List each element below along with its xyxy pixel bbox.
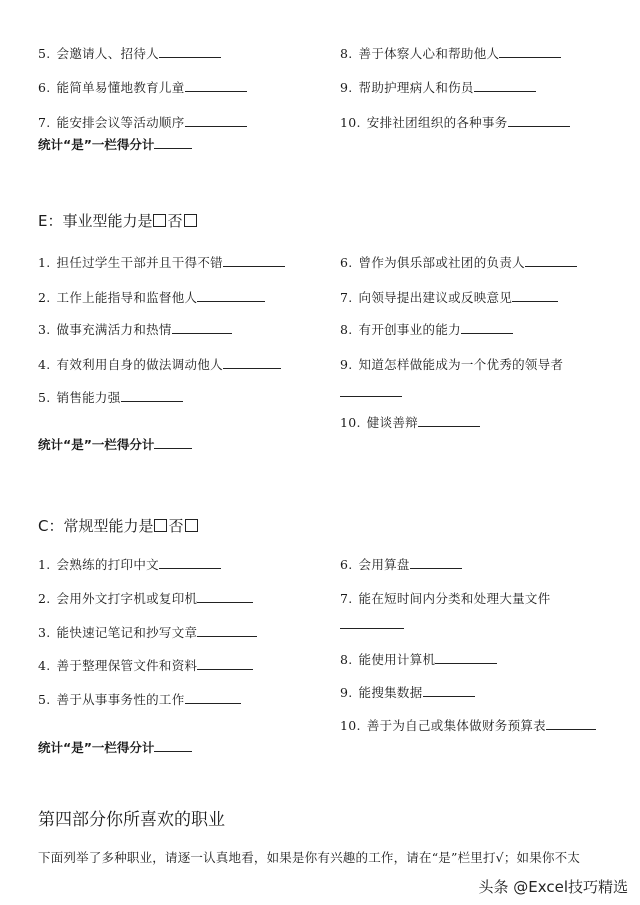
question-e8: 8. 有开创事业的能力 xyxy=(340,320,513,338)
tally-blank[interactable] xyxy=(154,436,192,449)
answer-blank[interactable] xyxy=(435,651,497,664)
question-e3: 3. 做事充满活力和热情 xyxy=(38,320,232,338)
question-e1: 1. 担任过学生干部并且干得不错 xyxy=(38,253,285,271)
question-c5: 5. 善于从事事务性的工作 xyxy=(38,690,241,708)
part-four-intro: 下面列举了多种职业，请逐一认真地看，如果是你有兴趣的工作，请在“是”栏里打√；如果你不太 xyxy=(38,850,581,865)
answer-blank[interactable] xyxy=(474,79,536,92)
yes-checkbox[interactable] xyxy=(154,519,167,532)
part-four-title: 第四部分你所喜欢的职业 xyxy=(38,810,225,830)
answer-blank[interactable] xyxy=(508,114,570,127)
question-c7: 7. 能在短时间内分类和处理大量文件 xyxy=(340,591,551,606)
answer-blank[interactable] xyxy=(197,590,253,603)
tally-line-s: 统计“是”一栏得分计 xyxy=(38,135,192,153)
answer-blank[interactable] xyxy=(546,717,596,730)
question-e9-blank[interactable] xyxy=(340,384,402,397)
answer-blank[interactable] xyxy=(121,389,183,402)
question-s5: 5. 会邀请人、招待人 xyxy=(38,44,221,62)
question-c6: 6. 会用算盘 xyxy=(340,555,462,573)
answer-blank[interactable] xyxy=(159,45,221,58)
question-c3: 3. 能快速记笔记和抄写文章 xyxy=(38,623,257,641)
tally-line-e: 统计“是”一栏得分计 xyxy=(38,435,192,453)
question-s9: 9. 帮助护理病人和伤员 xyxy=(340,78,536,96)
question-c8: 8. 能使用计算机 xyxy=(340,650,497,668)
question-e5: 5. 销售能力强 xyxy=(38,388,183,406)
answer-blank[interactable] xyxy=(423,684,475,697)
question-e2: 2. 工作上能指导和监督他人 xyxy=(38,288,265,306)
answer-blank[interactable] xyxy=(185,114,247,127)
question-c7-blank[interactable] xyxy=(340,616,404,629)
question-e4: 4. 有效利用自身的做法调动他人 xyxy=(38,355,281,373)
question-c2: 2. 会用外文打字机或复印机 xyxy=(38,589,253,607)
question-s10: 10. 安排社团组织的各种事务 xyxy=(340,113,570,131)
answer-blank[interactable] xyxy=(410,556,462,569)
answer-blank[interactable] xyxy=(197,657,253,670)
answer-blank[interactable] xyxy=(525,254,577,267)
question-e10: 10. 健谈善辩 xyxy=(340,413,480,431)
answer-blank[interactable] xyxy=(223,356,281,369)
tally-line-c: 统计“是”一栏得分计 xyxy=(38,738,192,756)
answer-blank[interactable] xyxy=(499,45,561,58)
question-c9: 9. 能搜集数据 xyxy=(340,683,475,701)
question-s8: 8. 善于体察人心和帮助他人 xyxy=(340,44,561,62)
question-c4: 4. 善于整理保管文件和资料 xyxy=(38,656,253,674)
answer-blank[interactable] xyxy=(159,556,221,569)
question-s6: 6. 能简单易懂地教育儿童 xyxy=(38,78,247,96)
answer-blank[interactable] xyxy=(185,79,247,92)
question-c1: 1. 会熟练的打印中文 xyxy=(38,555,221,573)
answer-blank[interactable] xyxy=(185,691,241,704)
answer-blank[interactable] xyxy=(197,289,265,302)
watermark-text: 头条 @Excel技巧精选 xyxy=(478,878,628,896)
section-c-heading: C：常规型能力是 否 xyxy=(38,515,199,536)
question-e7: 7. 向领导提出建议或反映意见 xyxy=(340,288,558,306)
answer-blank[interactable] xyxy=(197,624,257,637)
question-c10: 10. 善于为自己或集体做财务预算表 xyxy=(340,716,596,734)
no-checkbox[interactable] xyxy=(184,214,197,227)
section-e-heading: E：事业型能力是 否 xyxy=(38,210,198,231)
answer-blank[interactable] xyxy=(418,414,480,427)
question-e9: 9. 知道怎样做能成为一个优秀的领导者 xyxy=(340,357,564,372)
no-checkbox[interactable] xyxy=(185,519,198,532)
answer-blank[interactable] xyxy=(512,289,558,302)
question-s7: 7. 能安排会议等活动顺序 xyxy=(38,113,247,131)
tally-blank[interactable] xyxy=(154,136,192,149)
yes-checkbox[interactable] xyxy=(153,214,166,227)
tally-blank[interactable] xyxy=(154,739,192,752)
answer-blank[interactable] xyxy=(223,254,285,267)
answer-blank[interactable] xyxy=(172,321,232,334)
question-e6: 6. 曾作为俱乐部或社团的负责人 xyxy=(340,253,577,271)
answer-blank[interactable] xyxy=(461,321,513,334)
